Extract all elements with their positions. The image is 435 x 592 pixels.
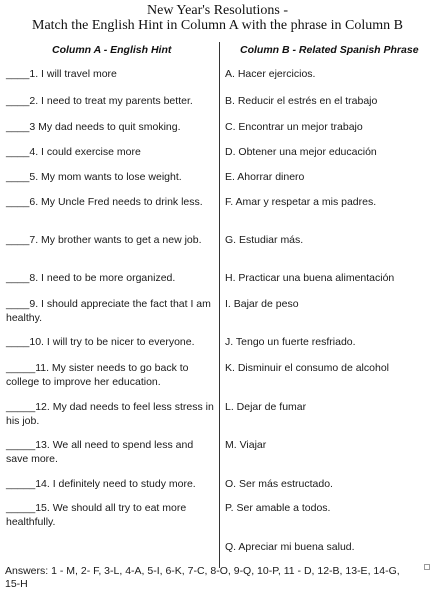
column-a-item-15: _____15. We should all try to eat more healthfully. [6,502,187,528]
column-b-item-c: C. Encontrar un mejor trabajo [225,121,363,133]
column-b-item-a: A. Hacer ejercicios. [225,68,316,80]
column-a-item-4: ____4. I could exercise more [6,146,141,158]
column-b-item-f: F. Amar y respetar a mis padres. [225,196,377,208]
column-b-item-b: B. Reducir el estrés en el trabajo [225,95,378,107]
column-a-item-1: ____1. I will travel more [6,68,117,80]
column-b-item-g: G. Estudiar más. [225,234,304,246]
column-b-item-l: L. Dejar de fumar [225,401,307,413]
column-a-item-7: ____7. My brother wants to get a new job. [6,234,202,246]
column-b-item-o: O. Ser más estructado. [225,478,333,490]
column-a-item-10: ____10. I will try to be nicer to everyone. [6,336,195,348]
column-a-item-6: ____6. My Uncle Fred needs to drink less. [6,196,203,208]
column-a-item-8: ____8. I need to be more organized. [6,272,176,284]
column-b-item-p: P. Ser amable a todos. [225,502,331,514]
column-b-item-q: Q. Apreciar mi buena salud. [225,541,355,553]
column-b-item-h: H. Practicar una buena alimentación [225,272,395,284]
column-a-item-13: _____13. We all need to spend less and save more. [6,439,194,465]
column-a-item-12: _____12. My dad needs to feel less stress in his job. [6,401,214,427]
column-a-item-2: ____2. I need to treat my parents better. [6,95,193,107]
column-b-item-k: K. Disminuir el consumo de alcohol [225,362,389,374]
column-b-item-i: I. Bajar de peso [225,298,299,310]
corner-marker [424,564,430,570]
worksheet-title: New Year's Resolutions - [147,3,288,18]
column-a-item-5: ____5. My mom wants to lose weight. [6,171,182,183]
column-a-item-3: ____3 My dad needs to quit smoking. [6,121,181,133]
answer-key: Answers: 1 - M, 2- F, 3-L, 4-A, 5-I, 6-K, 7-C, 8-O, 9-Q, 10-P, 11 - D, 12-B, 13-E, 14-G, 15-H [5,565,400,590]
column-b-item-d: D. Obtener una mejor educación [225,146,377,158]
worksheet-instructions: Match the English Hint in Column A with the phrase in Column B [32,18,403,33]
column-b-item-e: E. Ahorrar dinero [225,171,305,183]
column-b-item-j: J. Tengo un fuerte resfriado. [225,336,356,348]
column-a-item-14: _____14. I definitely need to study more. [6,478,196,490]
column-divider [219,42,220,568]
column-a-item-9: ____9. I should appreciate the fact that I am healthy. [6,298,211,324]
column-b-heading: Column B - Related Spanish Phrase [240,44,419,56]
column-a-item-11: _____11. My sister needs to go back to college to improve her education. [6,362,189,388]
column-b-item-m: M. Viajar [225,439,267,451]
column-a-heading: Column A - English Hint [52,44,172,56]
